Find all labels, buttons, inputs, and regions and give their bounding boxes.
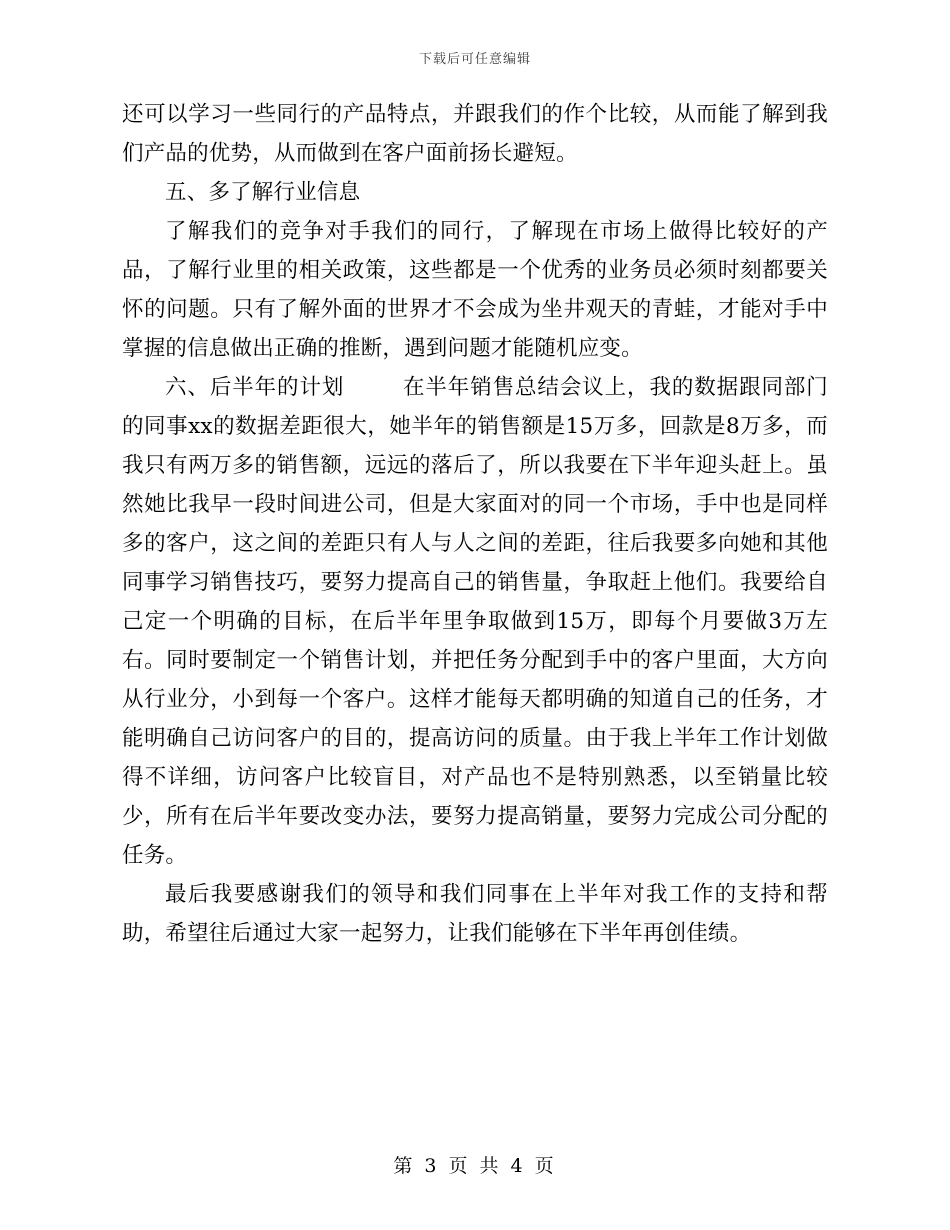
- document-body: [122, 95, 828, 953]
- paragraph-4-body: 在半年销售总结会议上，我的数据跟同部门的同事xx的数据差距很大，她半年的销售额是15万多，回款是8万多，而我只有两万多的销售额，远远的落后了，所以我要在下半年迎头赶上。虽然她比我早一段时间进公司，但是大家面对的同一个市场，手中也是同样多的客户，这之间的差距只有人与人之间的差距，往后我要多向她和其他同事学习销售技巧，要努力提高自己的销售量，争取赶上他们。我要给自己定一个明确的目标，在后半年里争取做到15万，即每个月要做3万左右。同时要制定一个销售计划，并把任务分配到手中的客户里面，大方向从行业分，小到每一个客户。这样才能每天都明确的知道自己的任务，才能明确自己访问客户的目的，提高访问的质量。由于我上半年工作计划做得不详细，访问客户比较盲目，对产品也不是特别熟悉，以至销量比较少，所有在后半年要改变办法，要努力提高销量，要努力完成公司分配的任务。: [122, 375, 828, 868]
- section-heading-five: 五、多了解行业信息: [165, 180, 361, 205]
- paragraph-4: [122, 368, 828, 875]
- paragraph-3: 了解我们的竞争对手我们的同行，了解现在市场上做得比较好的产品，了解行业里的相关政策，这些都是一个优秀的业务员必须时刻都要关怀的问题。只有了解外面的世界才不会成为坐井观天的青蛙，才能对手中掌握的信息做出正确的推断，遇到问题才能随机应变。: [122, 219, 828, 361]
- paragraph-1: 还可以学习一些同行的产品特点，并跟我们的作个比较，从而能了解到我们产品的优势，从而做到在客户面前扬长避短。: [122, 102, 828, 166]
- paragraph-5: 最后我要感谢我们的领导和我们同事在上半年对我工作的支持和帮助，希望往后通过大家一起努力，让我们能够在下半年再创佳绩。: [122, 882, 828, 946]
- section-heading-six: 六、后半年的计划: [165, 375, 345, 400]
- page-header-note: 下载后可任意编辑: [418, 52, 531, 67]
- page-footer: 第 3 页 共 4 页: [393, 1155, 557, 1177]
